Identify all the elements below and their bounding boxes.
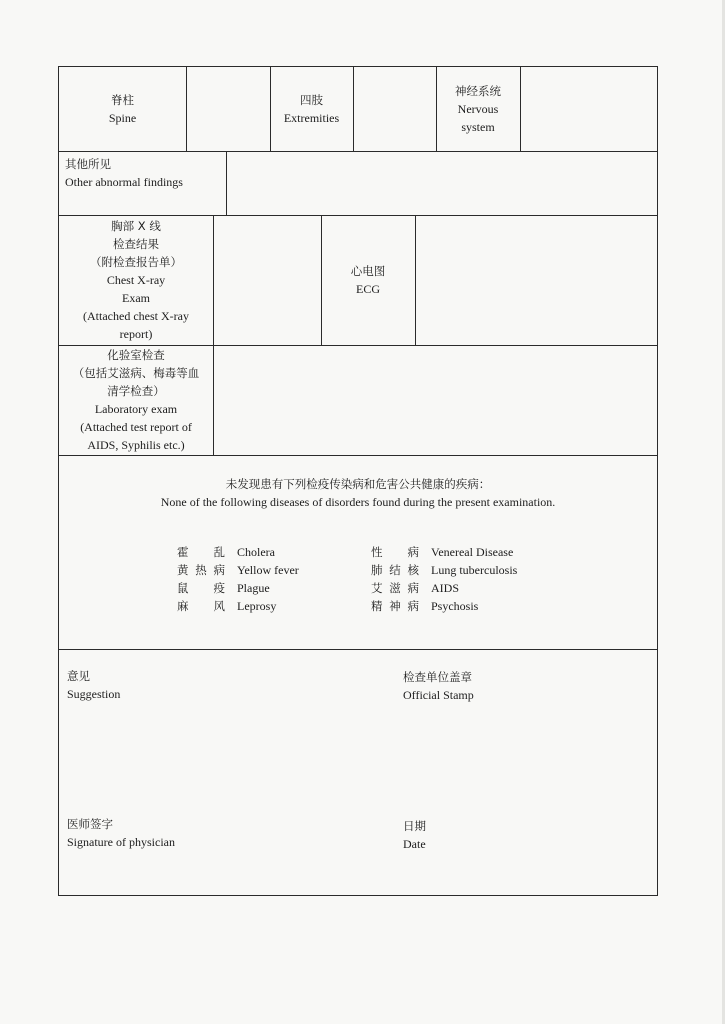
ecg-field[interactable] — [415, 215, 657, 345]
spine-label-en: Spine — [108, 111, 137, 125]
spine-label — [59, 67, 186, 151]
disease-item — [177, 543, 299, 561]
disease-zh: 肺结核 — [371, 563, 419, 577]
diseases-heading — [59, 475, 657, 515]
suggestion-en: Suggestion — [67, 687, 121, 701]
disease-item — [371, 579, 517, 597]
extremities-label-zh: 四肢 — [300, 93, 323, 107]
lab-line: 清学检查） — [107, 384, 165, 398]
row-divider — [59, 455, 657, 456]
disease-item — [177, 561, 299, 579]
disease-zh: 鼠 疫 — [177, 581, 225, 595]
chest-xray-line: 胸部 X 线 — [111, 219, 161, 233]
stamp-zh: 检查单位盖章 — [403, 670, 472, 684]
chest-xray-line: Chest X-ray — [106, 273, 166, 287]
disease-item — [371, 561, 517, 579]
nervous-label-en2: system — [461, 120, 495, 134]
stamp-en: Official Stamp — [403, 688, 474, 702]
diseases-list-right — [371, 543, 517, 615]
ecg-label-en: ECG — [356, 282, 380, 296]
suggestion-zh: 意见 — [67, 669, 90, 683]
physician-en: Signature of physician — [67, 835, 175, 849]
spine-value-field[interactable] — [186, 67, 270, 151]
disease-zh: 黄热病 — [177, 563, 225, 577]
extremities-label — [270, 67, 353, 151]
extremities-label-en: Extremities — [283, 111, 340, 125]
disease-en: Lung tuberculosis — [431, 563, 518, 577]
disease-en: Yellow fever — [237, 563, 299, 577]
other-findings-en: Other abnormal findings — [65, 175, 183, 189]
nervous-label-en1: Nervous — [457, 102, 499, 116]
disease-zh: 霍 乱 — [177, 545, 225, 559]
disease-item — [371, 543, 517, 561]
diseases-heading-en: None of the following diseases of disorders found during the present examination. — [160, 495, 556, 509]
disease-zh: 麻 风 — [177, 599, 225, 613]
lab-line: Laboratory exam — [94, 402, 178, 416]
nervous-label-zh: 神经系统 — [455, 84, 501, 98]
other-findings-zh: 其他所见 — [65, 157, 111, 171]
disease-en: Plague — [237, 581, 270, 595]
chest-xray-line: （附检查报告单） — [90, 255, 182, 269]
lab-line: AIDS, Syphilis etc.) — [87, 438, 185, 452]
suggestion-label — [67, 667, 120, 703]
diseases-heading-zh: 未发现患有下列检疫传染病和危害公共健康的疾病： — [225, 477, 491, 491]
medical-exam-form — [58, 66, 658, 896]
lab-line: （包括艾滋病、梅毒等血 — [72, 366, 200, 380]
lab-exam-label — [59, 345, 213, 455]
chest-xray-line: Exam — [122, 291, 150, 305]
disease-en: Venereal Disease — [431, 545, 514, 559]
disease-en: Psychosis — [431, 599, 479, 613]
lab-line: (Attached test report of — [80, 420, 192, 434]
chest-xray-line: (Attached chest X-ray — [83, 309, 189, 323]
date-en: Date — [403, 837, 426, 851]
row-divider — [59, 649, 657, 650]
disease-en: AIDS — [431, 581, 460, 595]
disease-en: Leprosy — [237, 599, 277, 613]
date-zh: 日期 — [403, 819, 426, 833]
physician-signature-label — [67, 815, 175, 851]
other-findings-label — [65, 155, 225, 191]
disease-zh: 精神病 — [371, 599, 419, 613]
chest-xray-label — [59, 215, 213, 345]
disease-item — [177, 579, 299, 597]
disease-zh: 性 病 — [371, 545, 419, 559]
spine-label-zh: 脊柱 — [111, 93, 134, 107]
chest-xray-line: report) — [119, 327, 153, 341]
date-label — [403, 817, 426, 853]
diseases-list-left — [177, 543, 299, 615]
lab-line: 化验室检查 — [107, 348, 165, 362]
other-findings-field[interactable] — [226, 151, 657, 215]
disease-item — [177, 597, 299, 615]
chest-xray-field[interactable] — [213, 215, 321, 345]
lab-exam-field[interactable] — [213, 345, 657, 455]
ecg-label-zh: 心电图 — [350, 264, 386, 278]
nervous-system-value-field[interactable] — [520, 67, 657, 151]
chest-xray-line: 检查结果 — [113, 237, 159, 251]
physician-zh: 医师签字 — [67, 817, 113, 831]
nervous-system-label — [436, 67, 520, 151]
disease-en: Cholera — [237, 545, 275, 559]
extremities-value-field[interactable] — [353, 67, 436, 151]
official-stamp-label — [403, 668, 474, 704]
ecg-label — [321, 215, 415, 345]
disease-item — [371, 597, 517, 615]
disease-zh: 艾滋病 — [371, 581, 419, 595]
